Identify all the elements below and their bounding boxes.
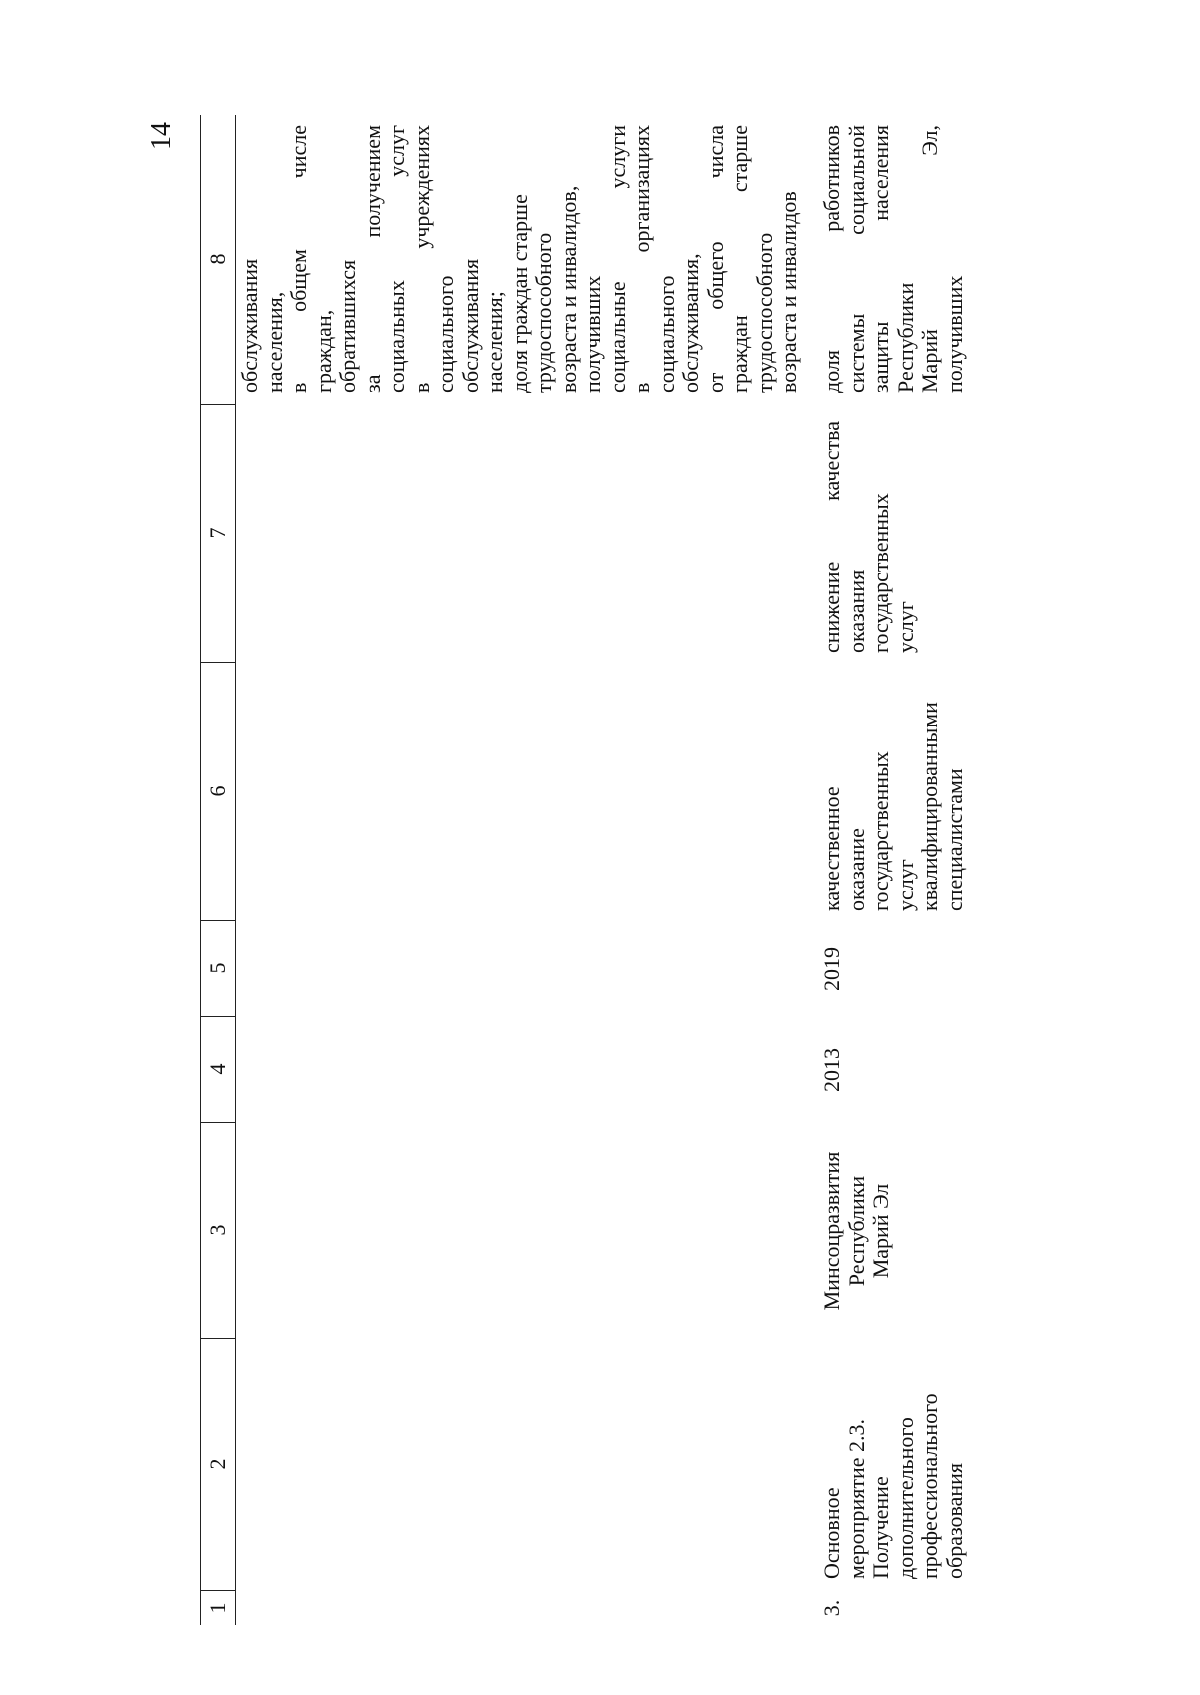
text-line: Марий Эл bbox=[868, 1183, 893, 1279]
text-line: в общем числе bbox=[286, 125, 311, 393]
text-line: от общего числа bbox=[702, 125, 728, 393]
text-line: дополнительного bbox=[892, 1417, 918, 1579]
row3-col7 bbox=[820, 421, 918, 653]
row3-col3 bbox=[820, 1123, 894, 1339]
header-col-6: 6 bbox=[201, 662, 235, 921]
text-line: Республики bbox=[843, 1175, 869, 1287]
text-line: обратившихся bbox=[335, 259, 360, 393]
text-line: мероприятие 2.3. bbox=[843, 1418, 869, 1579]
text-line: населения, bbox=[261, 291, 287, 393]
text-line: оказание bbox=[843, 828, 869, 911]
row3-col2 bbox=[820, 1339, 967, 1579]
text-line: Получение bbox=[868, 1476, 893, 1579]
text-line: социальных услуг bbox=[384, 125, 409, 393]
text-line: снижение качества bbox=[819, 421, 844, 653]
col8-continuation bbox=[238, 125, 802, 393]
text-line: Основное bbox=[819, 1487, 844, 1579]
text-line: возраста и инвалидов bbox=[776, 191, 801, 393]
header-col-7: 7 bbox=[201, 404, 235, 663]
text-line: социального bbox=[433, 275, 458, 393]
text-line: защиты населения bbox=[868, 125, 893, 393]
text-line: государственных bbox=[868, 493, 893, 653]
row3-col4: 2013 bbox=[819, 1048, 844, 1092]
text-line: профессионального bbox=[917, 1393, 942, 1579]
text-line: специалистами bbox=[941, 768, 967, 911]
text-line: социальные услуги bbox=[604, 125, 630, 393]
rotated-table bbox=[200, 115, 1200, 1625]
text-line: Минсоцразвития bbox=[819, 1151, 844, 1311]
text-line: услуг bbox=[892, 859, 918, 911]
text-line: услуг bbox=[892, 601, 918, 653]
text-line: Республики bbox=[892, 282, 918, 393]
text-line: обслуживания, bbox=[678, 253, 703, 393]
text-line: в организациях bbox=[629, 125, 654, 393]
text-line: в учреждениях bbox=[408, 125, 434, 393]
text-line: оказания bbox=[843, 569, 869, 653]
text-line: за получением bbox=[359, 125, 385, 393]
text-line: государственных bbox=[868, 751, 893, 911]
text-line: граждан старше bbox=[727, 125, 752, 393]
table-header-row bbox=[200, 115, 236, 1625]
text-line: Марий Эл, bbox=[917, 125, 942, 393]
row-number: 3. bbox=[819, 1599, 844, 1617]
text-line: образования bbox=[941, 1462, 967, 1579]
page-number: 14 bbox=[146, 122, 177, 150]
text-line: возраста и инвалидов, bbox=[555, 185, 581, 393]
text-line: населения; bbox=[482, 291, 507, 393]
text-line: социального bbox=[653, 275, 679, 393]
text-line: качественное bbox=[819, 786, 844, 911]
header-col-2: 2 bbox=[201, 1338, 235, 1591]
header-col-8: 8 bbox=[201, 114, 235, 405]
header-col-3: 3 bbox=[201, 1122, 235, 1339]
header-col-1: 1 bbox=[205, 1602, 230, 1614]
text-line: получивших bbox=[580, 275, 605, 393]
text-line: трудоспособного bbox=[751, 232, 777, 393]
text-line: доля граждан старше bbox=[506, 194, 532, 393]
header-col-4: 4 bbox=[201, 1016, 235, 1123]
text-line: обслуживания bbox=[457, 258, 483, 393]
text-line: граждан, bbox=[310, 309, 336, 393]
text-line: обслуживания bbox=[237, 258, 262, 393]
text-line: квалифицированными bbox=[917, 702, 942, 911]
text-line: системы социальной bbox=[843, 125, 869, 393]
text-line: доля работников bbox=[819, 125, 844, 393]
header-col-5: 5 bbox=[201, 920, 235, 1017]
row3-col6 bbox=[820, 671, 967, 911]
text-line: трудоспособного bbox=[531, 232, 556, 393]
text-line: получивших bbox=[941, 275, 967, 393]
row3-col8 bbox=[820, 125, 967, 393]
row3-col5: 2019 bbox=[819, 947, 844, 991]
